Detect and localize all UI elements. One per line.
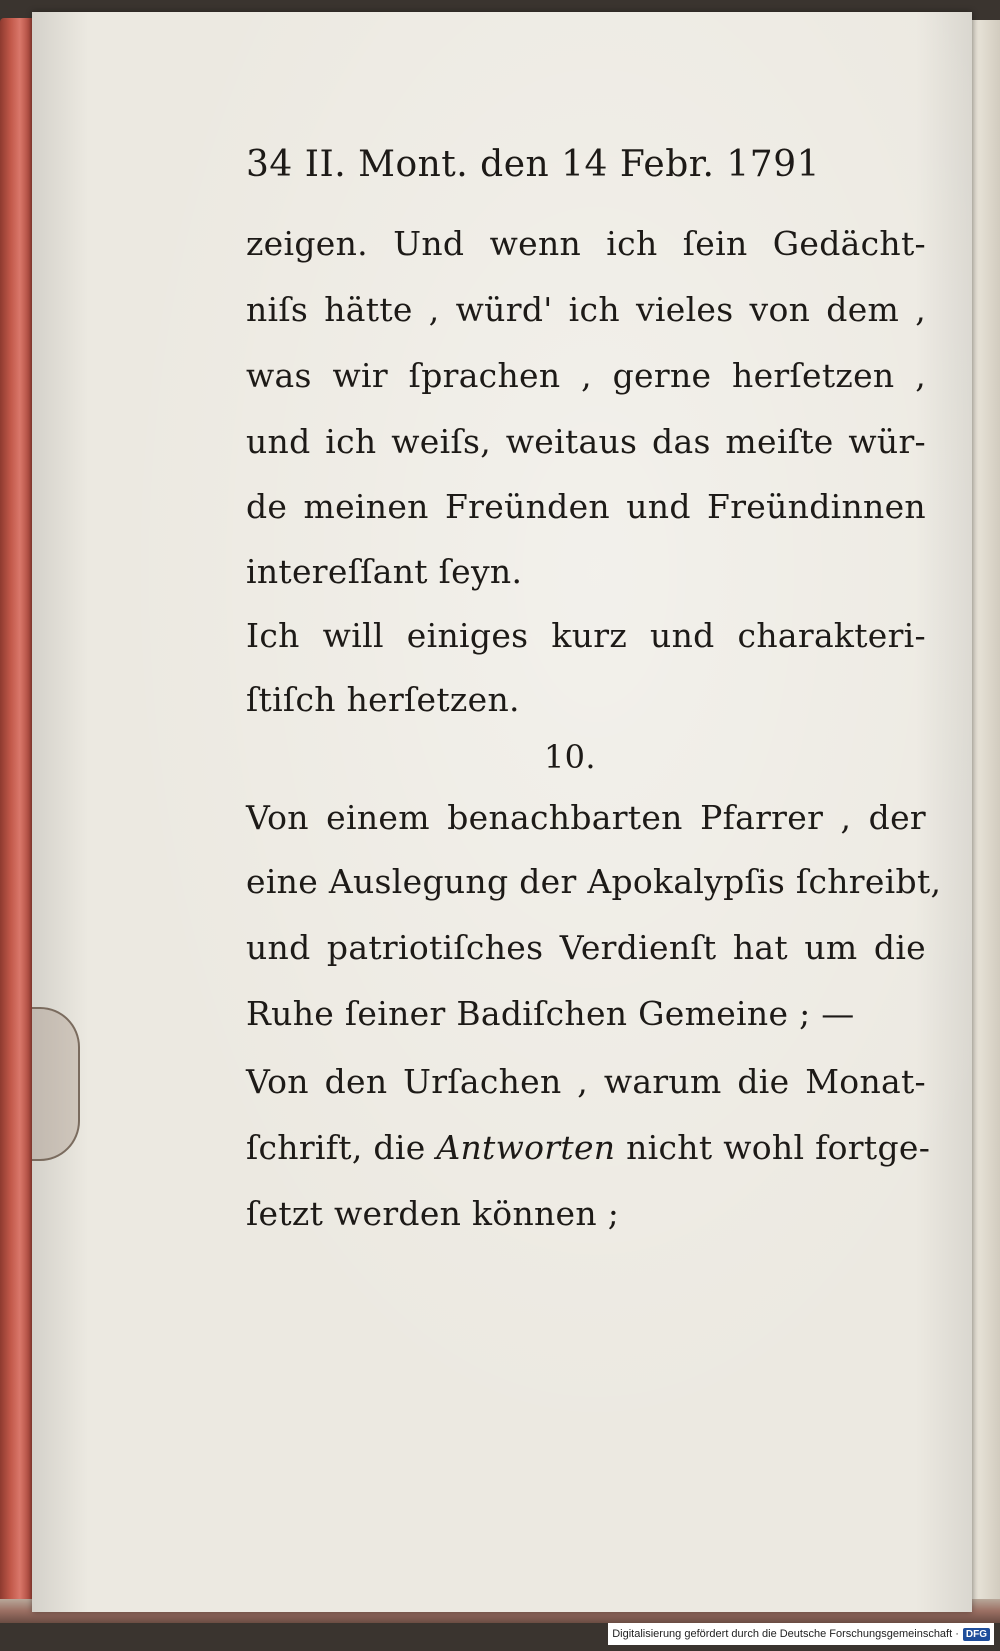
book-clasp [32, 1007, 80, 1161]
text-line: und ich weiſs, weitaus das meiſte wür- [246, 422, 926, 461]
red-page-edges [0, 18, 36, 1608]
section-number: 10. [544, 738, 596, 776]
text-line: Von einem benachbarten Pfarrer , der [246, 798, 926, 837]
text-line: intereſſant ſeyn. [246, 552, 523, 591]
italic-title: Antworten [436, 1128, 616, 1167]
text-line: Ruhe ſeiner Badiſchen Gemeine ; — [246, 994, 855, 1033]
text-line: Ich will einiges kurz und charakteri- [246, 616, 926, 655]
text-line: niſs hätte , würd' ich vieles von dem , [246, 290, 926, 329]
text-segment: ſchrift, die [246, 1128, 437, 1167]
text-line: ſtiſch herſetzen. [246, 680, 520, 719]
digitization-credit [608, 1623, 994, 1645]
dfg-logo: DFG [963, 1628, 990, 1641]
text-line: was wir ſprachen , gerne herſetzen , [246, 356, 926, 395]
book-page [32, 12, 972, 1612]
running-header: 34 II. Mont. den 14 Febr. 1791 [246, 144, 821, 185]
text-line: eine Auslegung der Apokalypſis ſchreibt, [246, 862, 942, 901]
text-segment: nicht wohl fortge- [615, 1128, 931, 1167]
text-line-with-italic [246, 1128, 931, 1167]
text-line: ſetzt werden können ; [246, 1194, 620, 1233]
text-line: de meinen Freünden und Freündinnen [246, 487, 926, 526]
text-line: zeigen. Und wenn ich ſein Gedächt- [246, 224, 926, 263]
credit-text: Digitalisierung gefördert durch die Deutsche Forschungsgemeinschaft · [612, 1628, 959, 1640]
text-line: und patriotiſches Verdienſt hat um die [246, 928, 926, 967]
text-line: Von den Urſachen , warum die Monat- [246, 1062, 926, 1101]
